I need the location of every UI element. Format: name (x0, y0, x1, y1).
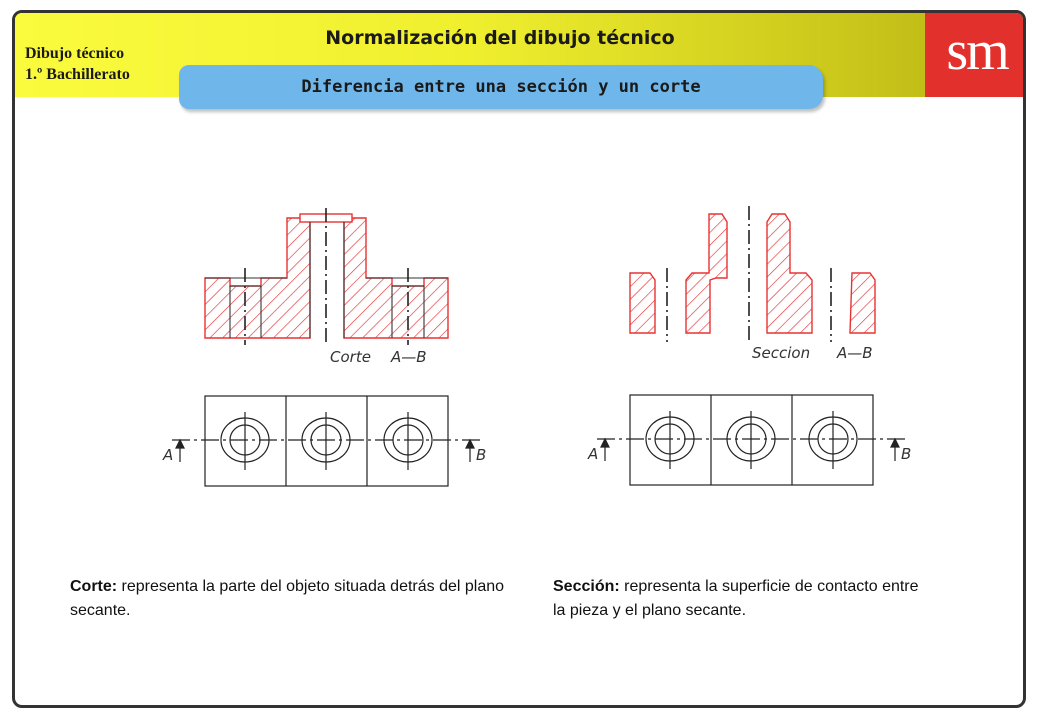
corte-definition: representa la parte del objeto situada detrás del plano secante. (70, 578, 505, 619)
corte-plan-view (172, 396, 480, 486)
seccion-caption-plane: A—B (837, 344, 873, 362)
seccion-face-3 (767, 214, 812, 333)
seccion-description (553, 575, 933, 623)
corte-term: Corte: (70, 578, 118, 595)
seccion-face-2 (686, 214, 727, 333)
seccion-label-a: A (588, 445, 599, 463)
seccion-hole-3 (809, 411, 857, 469)
subtitle: Diferencia entre una sección y un corte (301, 77, 701, 97)
course-level: 1.º Bachillerato (25, 66, 130, 83)
seccion-plan-view (597, 395, 905, 485)
corte-label-a: A (163, 446, 174, 464)
course-subject: Dibujo técnico (25, 45, 125, 62)
seccion-label-b: B (901, 445, 912, 463)
corte-hole-2 (302, 412, 350, 470)
corte-drawing (162, 208, 486, 486)
corte-hole-3 (384, 412, 432, 470)
logo-text: sm (946, 20, 1008, 82)
seccion-drawing (587, 206, 911, 485)
corte-caption-word: Corte (330, 348, 371, 366)
seccion-face-1 (630, 273, 655, 333)
seccion-term: Sección: (553, 578, 620, 595)
seccion-definition: representa la superficie de contacto entre la pieza y el plano secante. (553, 578, 919, 619)
seccion-caption-word: Seccion (752, 344, 811, 362)
corte-caption-plane: A—B (391, 348, 427, 366)
seccion-face-4 (850, 273, 875, 333)
seccion-hole-2 (727, 411, 775, 469)
corte-description (70, 575, 510, 623)
corte-label-b: B (476, 446, 487, 464)
seccion-hole-1 (646, 411, 694, 469)
corte-hole-1 (221, 412, 269, 470)
page-title: Normalización del dibujo técnico (325, 27, 675, 49)
